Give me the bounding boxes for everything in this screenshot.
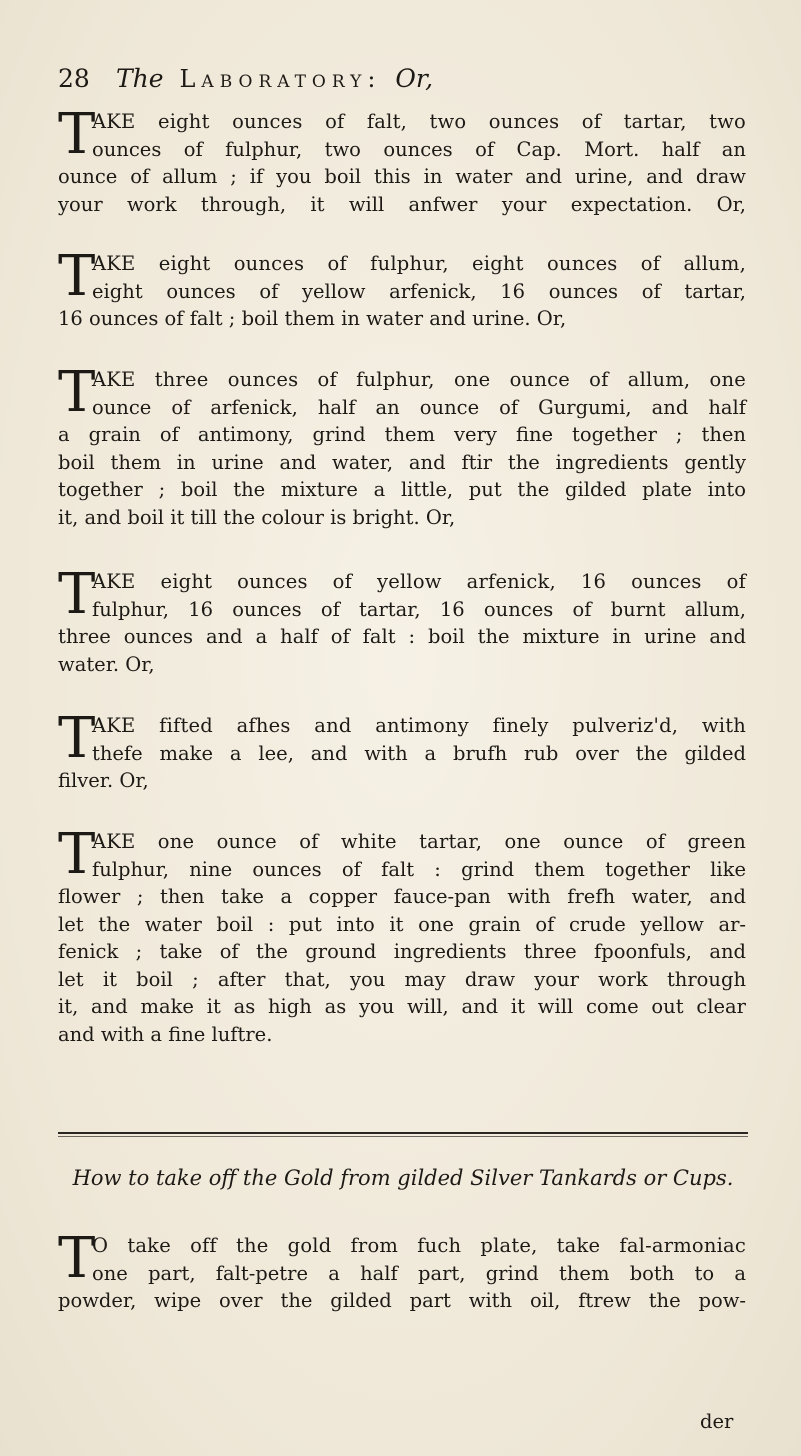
text-line: ounces of fulphur, two ounces of Cap. Mort. half an [92, 137, 746, 161]
text-line: boil them in urine and water, and ftir the ingredients gently [58, 450, 746, 474]
text-line: your work through, it will anfwer your expectation. Or, [58, 192, 746, 216]
text-line: 16 ounces of falt ; boil them in water and urine. Or, [58, 307, 567, 330]
drop-cap: T [58, 102, 96, 167]
text-line: thefe make a lee, and with a brufh rub over the gilded [92, 741, 746, 765]
text-line: let it boil ; after that, you may draw your work through [58, 967, 746, 991]
text-line: fulphur, nine ounces of falt : grind them together like [92, 857, 746, 881]
header-the: The [115, 64, 164, 93]
text-line: AKE three ounces of fulphur, one ounce of allum, one [92, 368, 746, 391]
drop-cap: T [58, 822, 96, 887]
section-rule-thin [58, 1136, 748, 1137]
drop-cap: T [58, 244, 96, 309]
text-line: AKE fifted afhes and antimony finely pulveriz'd, with [92, 714, 746, 737]
text-line: a grain of antimony, grind them very fine together ; then [58, 423, 746, 446]
text-line: together ; boil the mixture a little, put the gilded plate into [58, 478, 746, 501]
recipe-paragraph-1 [58, 102, 746, 218]
catchword: der [700, 1410, 734, 1433]
text-line: one part, falt-petre a half part, grind them both to a [92, 1261, 746, 1285]
text-line: AKE eight ounces of yellow arfenick, 16 ounces of [92, 570, 746, 593]
text-line: AKE one ounce of white tartar, one ounce of green [92, 830, 746, 853]
text-line: three ounces and a half of falt : boil the mixture in urine and [58, 625, 746, 648]
drop-cap: T [58, 706, 96, 771]
text-line: let the water boil : put into it one grain of crude yellow ar- [58, 912, 746, 936]
text-line: it, and boil it till the colour is bright. Or, [58, 505, 456, 529]
text-line: ounce of allum ; if you boil this in water and urine, and draw [58, 165, 746, 188]
text-line: powder, wipe over the gilded part with oil, ftrew the pow- [58, 1289, 746, 1312]
text-line: AKE eight ounces of fulphur, eight ounces of allum, [92, 252, 746, 275]
section-heading: How to take off the Gold from gilded Silver Tankards or Cups. [72, 1166, 734, 1190]
text-line: water. Or, [58, 652, 155, 676]
text-line: O take off the gold from fuch plate, take fal-armoniac [92, 1234, 746, 1257]
text-line: flower ; then take a copper fauce-pan with frefh water, and [58, 885, 746, 908]
section-rule [58, 1132, 748, 1134]
recipe-paragraph-4 [58, 562, 746, 678]
text-line: it, and make it as high as you will, and it will come out clear [58, 995, 746, 1018]
recipe-paragraph-2 [58, 244, 746, 333]
text-line: AKE eight ounces of falt, two ounces of tartar, two [92, 110, 746, 133]
recipe-paragraph-5 [58, 706, 746, 795]
drop-cap: T [58, 360, 96, 425]
running-header [58, 64, 758, 104]
text-line: filver. Or, [58, 769, 149, 792]
drop-cap: T [58, 562, 96, 627]
header-or: Or, [395, 64, 434, 93]
text-line: eight ounces of yellow arfenick, 16 ounces of tartar, [92, 279, 746, 303]
section-paragraph [58, 1226, 746, 1315]
recipe-paragraph-3 [58, 360, 746, 531]
page-number: 28 [58, 64, 90, 93]
header-title: Laboratory: [179, 65, 382, 93]
drop-cap: T [58, 1226, 96, 1291]
text-line: and with a fine luftre. [58, 1022, 273, 1046]
recipe-paragraph-6 [58, 822, 746, 1048]
text-line: fulphur, 16 ounces of tartar, 16 ounces of burnt allum, [92, 597, 746, 621]
text-line: fenick ; take of the ground ingredients three fpoonfuls, and [58, 940, 746, 963]
text-line: ounce of arfenick, half an ounce of Gurgumi, and half [92, 395, 746, 419]
